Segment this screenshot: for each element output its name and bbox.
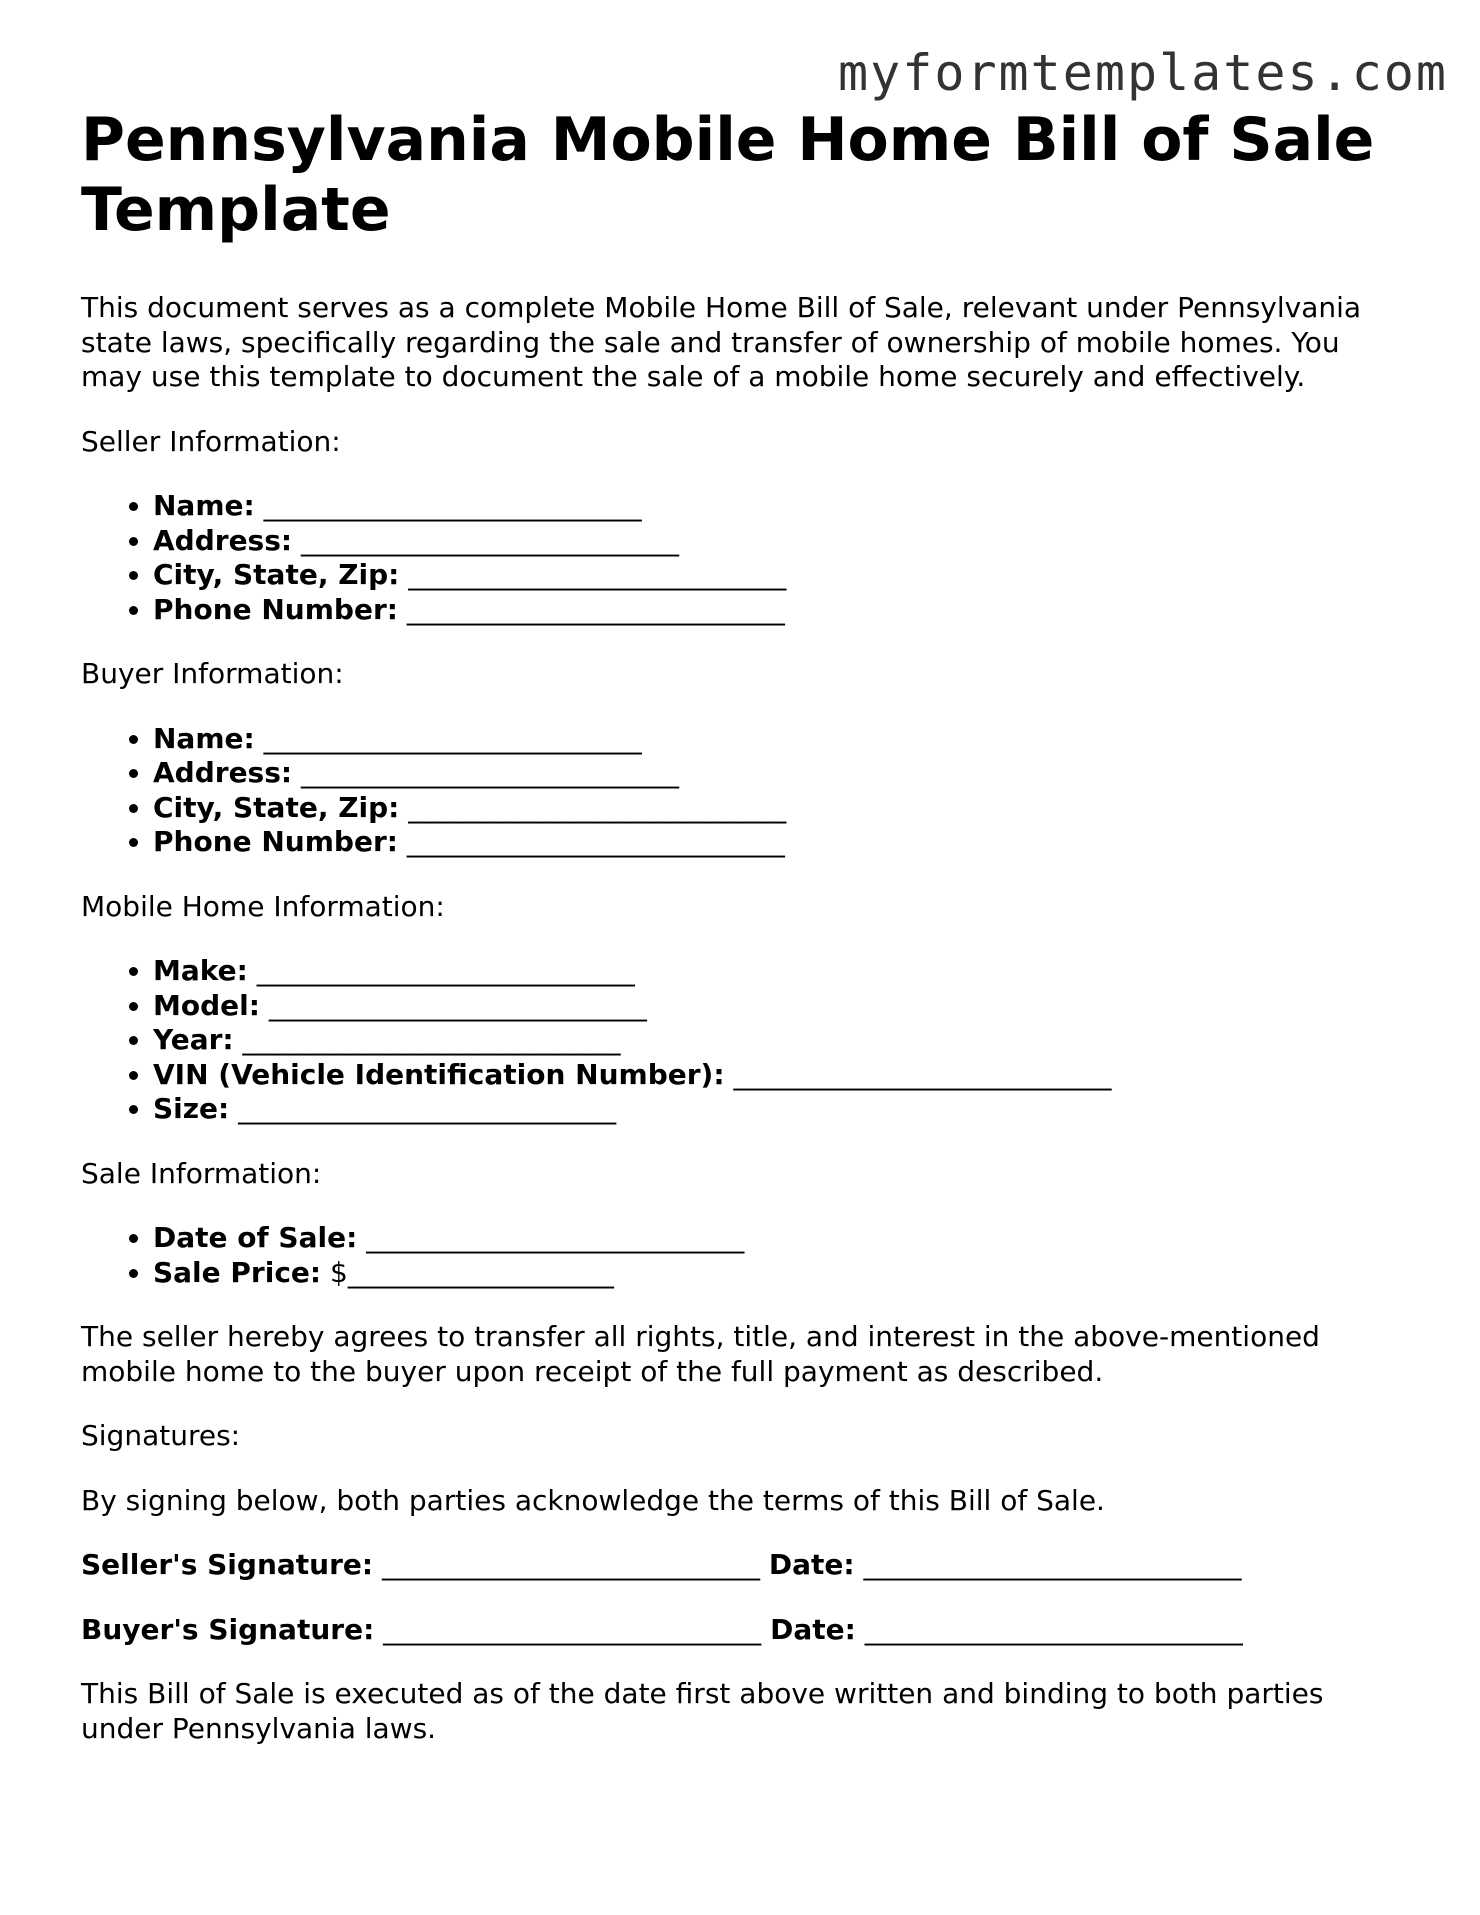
document-title: Pennsylvania Mobile Home Bill of Sale Template [81, 105, 1375, 245]
field-blank: ___________________________ [238, 1092, 617, 1125]
field-blank: ___________________________ [408, 790, 787, 824]
field-label: VIN (Vehicle Identification Number): [153, 1057, 725, 1091]
field-blank: ___________________________ [366, 1221, 745, 1254]
sale-price-field [153, 1256, 1401, 1291]
seller-date-label: Date: [768, 1548, 855, 1581]
field-label: Address: [153, 756, 293, 789]
mobile-home-heading: Mobile Home Information: [81, 889, 445, 923]
field-label: Size: [153, 1092, 230, 1125]
sale-fields [81, 1221, 1401, 1290]
make-field [153, 954, 1401, 989]
buyer-date-blank: ___________________________ [864, 1612, 1243, 1646]
field-blank: ___________________________ [406, 592, 785, 626]
buyer-date-label: Date: [770, 1612, 856, 1646]
field-label: Phone Number: [153, 592, 398, 626]
seller-signature-blank: ___________________________ [382, 1548, 760, 1581]
buyer-address-field [153, 756, 1401, 791]
field-label: Model: [153, 988, 260, 1022]
field-label: Name: [153, 489, 255, 522]
buyer-heading: Buyer Information: [81, 657, 344, 690]
seller-signature-line [81, 1548, 1401, 1583]
field-blank: ___________________________ [263, 489, 642, 522]
vin-field [153, 1058, 1401, 1093]
field-label: Year: [153, 1023, 234, 1056]
field-blank: ___________________________ [268, 988, 647, 1022]
seller-address-field [153, 524, 1401, 559]
field-blank: ___________________________ [242, 1023, 621, 1056]
field-label: Name: [153, 721, 255, 755]
buyer-name-field [153, 722, 1401, 757]
transfer-paragraph: The seller hereby agrees to transfer all rights, title, and interest in the above-mentioned mobile home to the buyer upon receipt of the full payment as described. [81, 1320, 1320, 1388]
signatures-heading: Signatures: [81, 1419, 241, 1452]
seller-signature-label: Seller's Signature: [81, 1548, 374, 1581]
buyer-city-state-zip-field [153, 791, 1401, 826]
seller-date-blank: ___________________________ [863, 1548, 1242, 1581]
field-blank: ___________________________ [263, 721, 642, 755]
field-blank: ___________________________ [301, 756, 679, 789]
field-label: Sale Price: [153, 1255, 322, 1289]
buyer-signature-line [81, 1613, 1401, 1648]
field-blank: ___________________________ [408, 558, 787, 591]
intro-paragraph: This document serves as a complete Mobile Home Bill of Sale, relevant under Pennsylvania state laws, specifically regarding the sale and transfer of ownership of mobile homes. You may use this template to document the sale of a mobile home securely and effectively. [81, 291, 1362, 393]
field-blank: ___________________________ [301, 523, 679, 557]
size-field [153, 1092, 1401, 1127]
acknowledge-paragraph: By signing below, both parties acknowledge the terms of this Bill of Sale. [81, 1483, 1105, 1517]
seller-city-state-zip-field [153, 558, 1401, 593]
buyer-signature-label: Buyer's Signature: [81, 1612, 375, 1646]
seller-name-field [153, 489, 1401, 524]
buyer-fields [81, 722, 1401, 860]
mobile-home-fields [81, 954, 1401, 1127]
closing-paragraph: This Bill of Sale is executed as of the date first above written and binding to both parties under Pennsylvania laws. [81, 1677, 1324, 1745]
buyer-phone-field [153, 825, 1401, 860]
year-field [153, 1023, 1401, 1058]
field-label: Make: [153, 954, 248, 987]
field-blank: ___________________________ [256, 954, 635, 987]
model-field [153, 989, 1401, 1024]
field-label: Address: [153, 523, 293, 557]
field-label: City, State, Zip: [153, 558, 400, 591]
field-label: Date of Sale: [153, 1221, 358, 1254]
seller-phone-field [153, 593, 1401, 628]
sale-heading: Sale Information: [81, 1156, 322, 1190]
document-page [81, 105, 1401, 1746]
field-blank: ___________________________ [406, 825, 785, 858]
seller-fields [81, 489, 1401, 627]
buyer-signature-blank: ___________________________ [383, 1612, 762, 1646]
watermark: myformtemplates.com [838, 44, 1448, 102]
field-label: Phone Number: [153, 825, 398, 858]
field-blank: ___________________________ [733, 1057, 1112, 1091]
date-of-sale-field [153, 1221, 1401, 1256]
seller-heading: Seller Information: [81, 424, 341, 458]
field-blank: $___________________ [330, 1255, 614, 1289]
field-label: City, State, Zip: [153, 790, 400, 824]
